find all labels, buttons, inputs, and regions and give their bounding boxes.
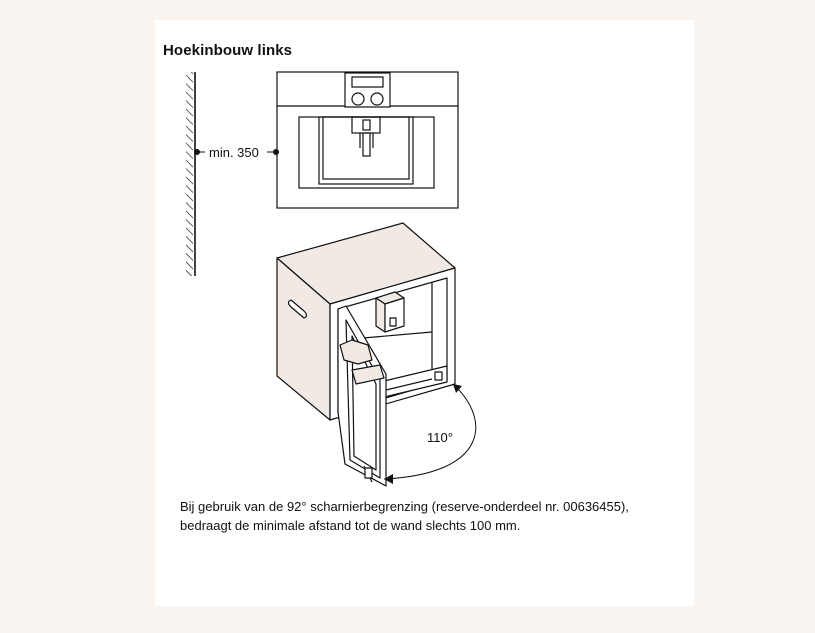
door-angle-label: 110° — [427, 430, 453, 445]
appliance-front-view — [277, 72, 458, 208]
caption-note — [180, 497, 629, 535]
appliance-isometric-view — [277, 223, 455, 486]
caption-line-1: Bij gebruik van de 92° scharnierbegrenzing (reserve-onderdeel nr. 00636455), — [180, 499, 629, 514]
min-distance-label: min. 350 — [209, 145, 259, 160]
section-heading: Hoekinbouw links — [163, 42, 293, 59]
caption-line-2: bedraagt de minimale afstand tot de wand slechts 100 mm. — [180, 518, 521, 533]
dimension-min-350 — [194, 145, 279, 160]
wall — [186, 72, 195, 276]
